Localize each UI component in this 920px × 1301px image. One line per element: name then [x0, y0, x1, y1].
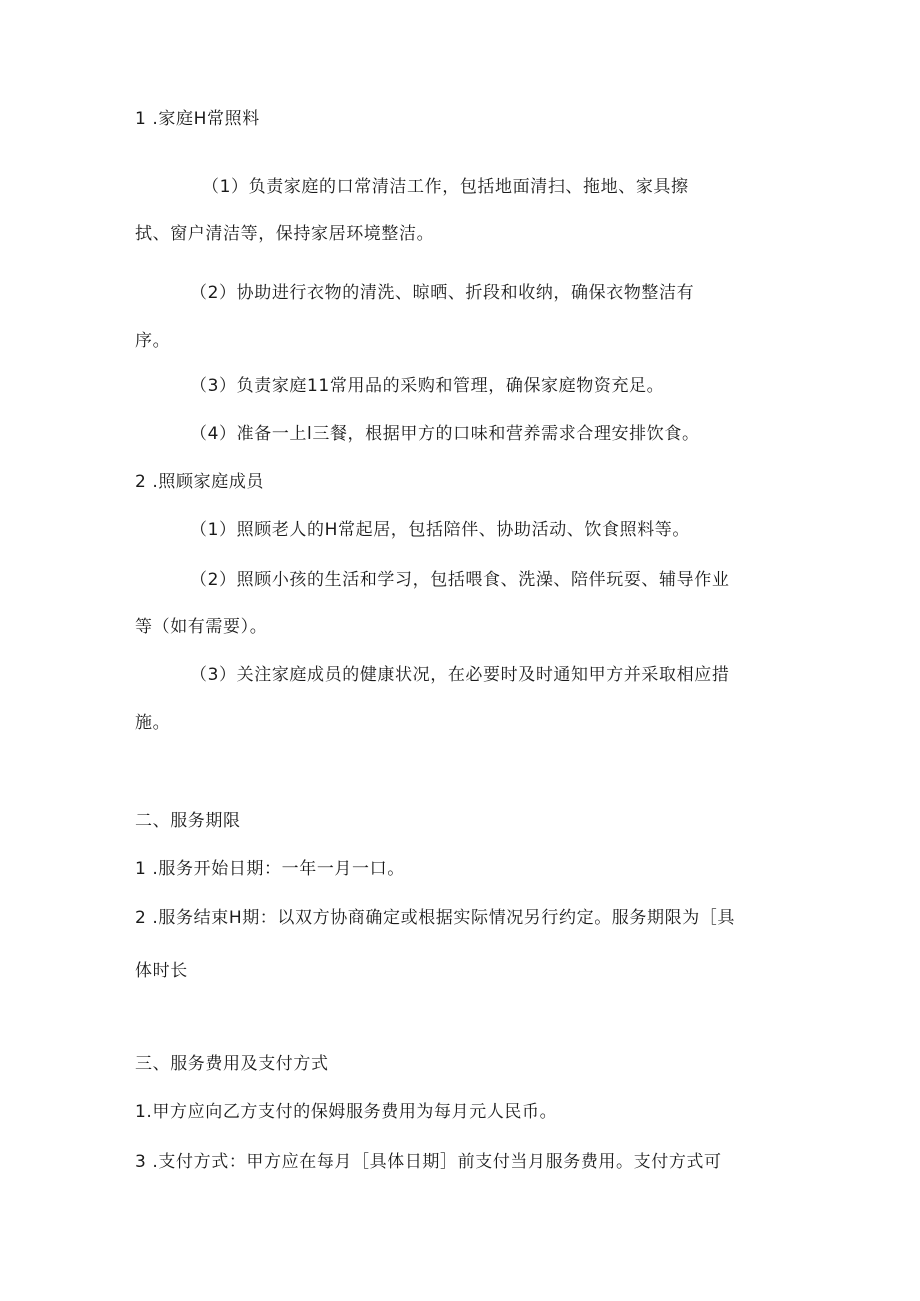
paragraph-line: 2 .服务结束H期：以双方协商确定或根据实际情况另行约定。服务期限为［具: [135, 908, 736, 928]
paragraph-line: 序。: [135, 331, 171, 351]
paragraph-line: 体时长: [135, 961, 188, 981]
chapter-heading-fees-payment: 三、服务费用及支付方式: [135, 1054, 329, 1074]
paragraph-line: （3）负责家庭11常用品的采购和管理，确保家庭物资充足。: [190, 376, 665, 396]
paragraph-line: （1）照顾老人的H常起居，包括陪伴、协助活动、饮食照料等。: [190, 520, 690, 540]
paragraph-line: （3）关注家庭成员的健康状况，在必要时及时通知甲方并采取相应措: [190, 665, 730, 685]
paragraph-line: 拭、窗户清洁等，保持家居环境整洁。: [135, 224, 435, 244]
paragraph-line: 1.甲方应向乙方支付的保姆服务费用为每月元人民币。: [135, 1102, 558, 1122]
section-heading-daily-care: 1 .家庭H常照料: [135, 109, 260, 129]
chapter-heading-service-period: 二、服务期限: [135, 811, 241, 831]
paragraph-line: （2）协助进行衣物的清洗、晾晒、折段和收纳，确保衣物整洁有: [190, 283, 695, 303]
paragraph-line: 3 .支付方式：甲方应在每月［具体日期］前支付当月服务费用。支付方式可: [135, 1152, 722, 1172]
section-heading-family-care: 2 .照顾家庭成员: [135, 472, 265, 492]
paragraph-line: （2）照顾小孩的生活和学习，包括喂食、洗澡、陪伴玩耍、辅导作业: [190, 570, 730, 590]
paragraph-line: 1 .服务开始日期：一年一月一口。: [135, 859, 405, 879]
paragraph-line: （1）负责家庭的口常清洁工作，包括地面清扫、拖地、家具擦: [202, 177, 689, 197]
paragraph-line: 施。: [135, 713, 171, 733]
paragraph-line: 等（如有需要）。: [135, 617, 268, 637]
paragraph-line: （4）准备一上l三餐，根据甲方的口味和营养需求合理安排饮食。: [190, 424, 700, 444]
